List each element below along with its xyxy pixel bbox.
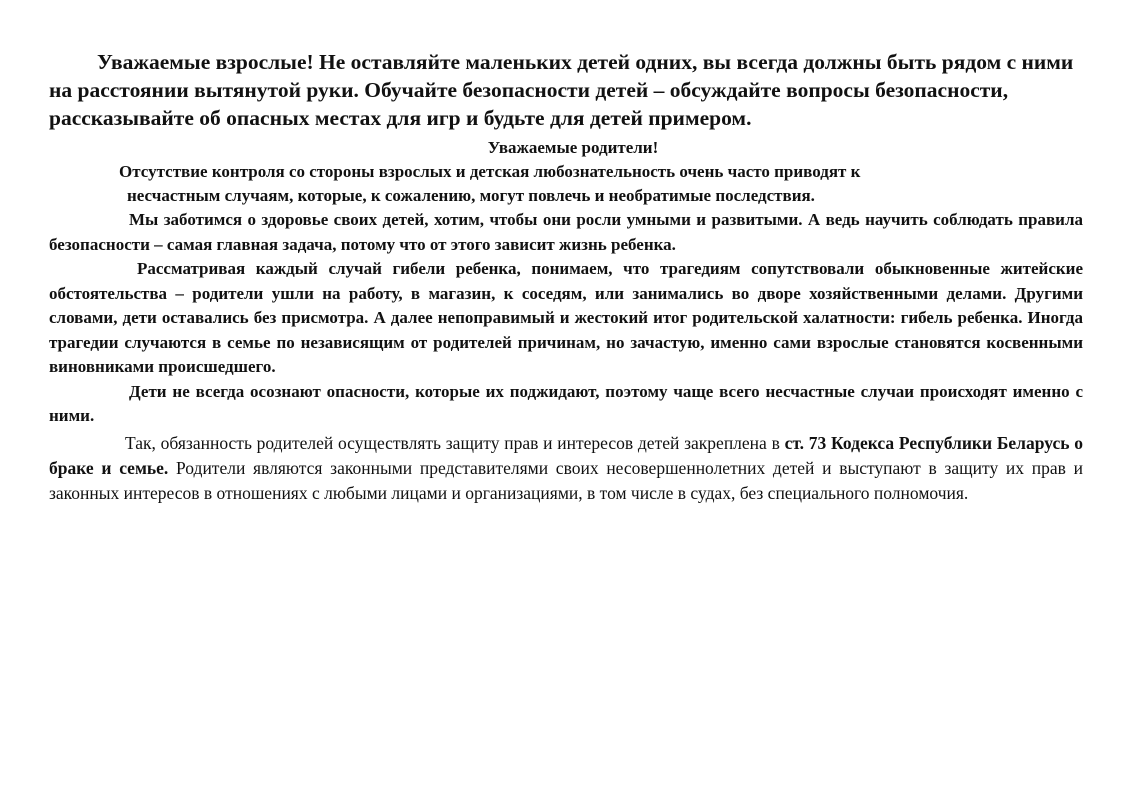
document-page [49, 48, 1083, 506]
legal-duty-lead: Так, обязанность родителей осуществлять защиту прав и интересов детей закреплена в [125, 432, 785, 453]
paragraph-lack-of-control-line1: Отсутствие контроля со стороны взрослых и детская любознательность очень часто приводят к [119, 162, 861, 181]
paragraph-lack-of-control-line2: несчастным случаям, которые, к сожалению, могут повлечь и необратимые последствия. [127, 186, 815, 205]
parents-heading: Уважаемые родители! [487, 138, 659, 157]
paragraph-legal-duty [49, 431, 1083, 506]
paragraph-tragedies: Рассматривая каждый случай гибели ребенка, понимаем, что трагедиям сопутствовали обыкновенные житейские обстоятельства – родители ушли на работу, в магазин, к соседям, или занимались во дворе хозяйственными делами. Другими словами, дети оставались без присмотра. А далее непоправимый и жестокий итог родительской халатности: гибель ребенка. Иногда трагедии случаются в семье по независящим от родителей причинам, но зачастую, именно сами взрослые становятся косвенными виновниками происшедшего. [49, 259, 1083, 376]
legal-code-reference: ст. 73 Кодекса Республики Беларусь о браке и семье. [49, 432, 1083, 478]
paragraph-safety-rules: Мы заботимся о здоровье своих детей, хотим, чтобы они росли умными и развитыми. А ведь научить соблюдать правила безопасности – самая главная задача, потому что от этого зависит жизнь ребенка. [49, 210, 1083, 254]
paragraph-children-dangers: Дети не всегда осознают опасности, которые их поджидают, поэтому чаще всего несчастные случаи происходят именно с ними. [49, 381, 1083, 425]
legal-duty-rest: Родители являются законными представителями своих несовершеннолетних детей и выступают в защиту их прав и законных интересов в отношениях с любыми лицами и организациями, в том числе в судах, без специального полномочия. [49, 457, 1084, 503]
intro-paragraph: Уважаемые взрослые! Не оставляйте маленьких детей одних, вы всегда должны быть рядом с ними на расстоянии вытянутой руки. Обучайте безопасности детей – обсуждайте вопросы безопасности, рассказывайте об опасных местах для игр и будьте для детей примером. [49, 50, 1074, 130]
paragraph-lack-of-control [49, 160, 1083, 208]
